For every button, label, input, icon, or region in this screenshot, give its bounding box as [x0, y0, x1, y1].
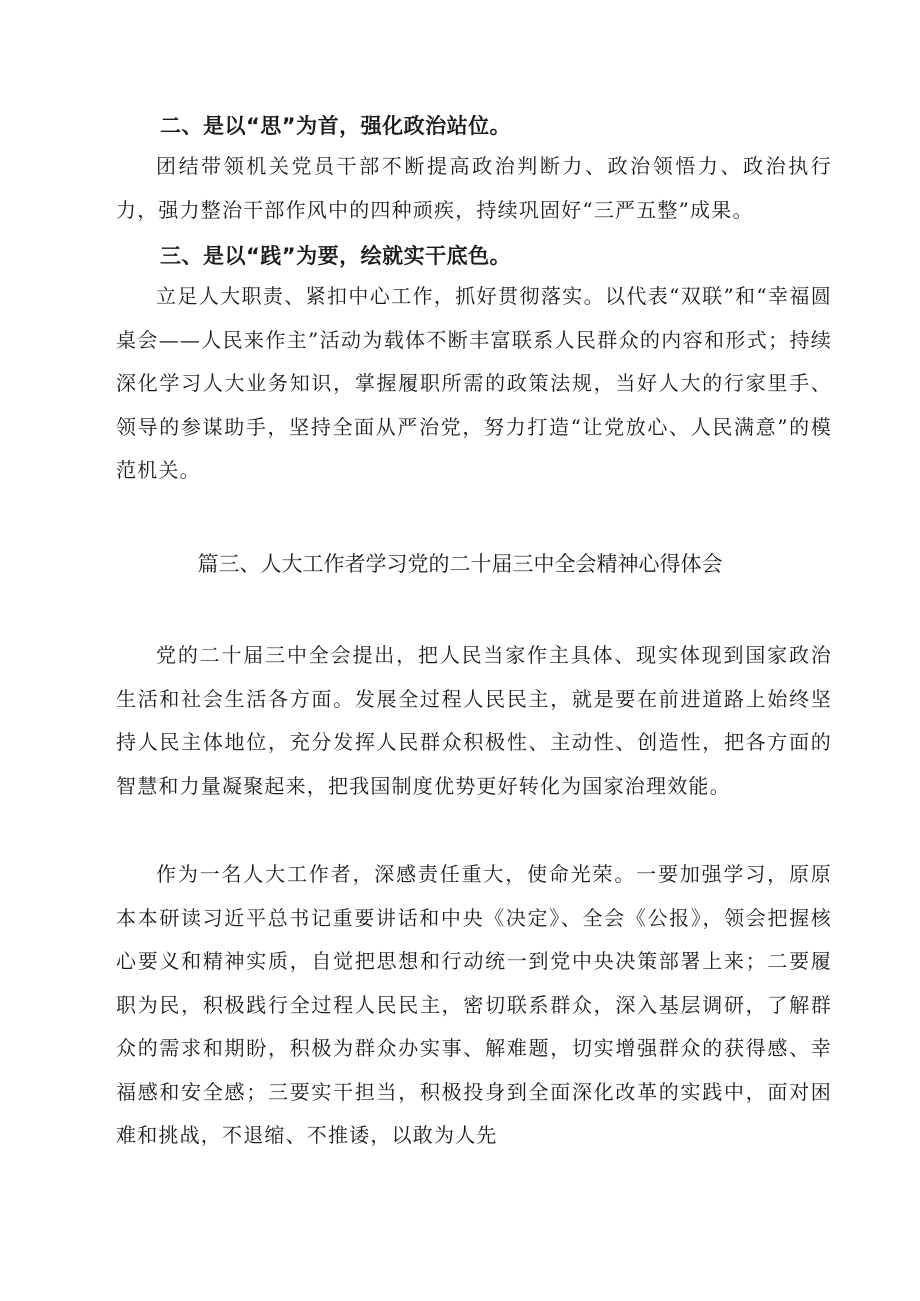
heading-section-3: 三、是以“践”为要，绘就实干底色。: [160, 244, 512, 268]
paragraph-section-2: 团结带领机关党员干部不断提高政治判断力、政治领悟力、政治执行力，强力整治干部作风中的四种顽疾，持续巩固好“三严五整”成果。: [116, 154, 832, 222]
section-title: 篇三、人大工作者学习党的二十届三中全会精神心得体会: [197, 552, 723, 576]
paragraph-intro: 党的二十届三中全会提出，把人民当家作主具体、现实体现到国家政治生活和社会生活各方面。发展全过程人民民主，就是要在前进道路上始终坚持人民主体地位，充分发挥人民群众积极性、主动性、创造性，把各方面的智慧和力量凝聚起来，把我国制度优势更好转化为国家治理效能。: [116, 643, 832, 798]
heading-section-2: 二、是以“思”为首，强化政治站位。: [160, 114, 512, 138]
paragraph-section-3: 立足人大职责、紧扣中心工作，抓好贯彻落实。以代表“双联”和“幸福圆桌会——人民来作主”活动为载体不断丰富联系人民群众的内容和形式；持续深化学习人大业务知识，掌握履职所需的政策法规，当好人大的行家里手、领导的参谋助手，坚持全面从严治党，努力打造“让党放心、人民满意”的模范机关。: [116, 284, 832, 482]
paragraph-reflection: 作为一名人大工作者，深感责任重大，使命光荣。一要加强学习，原原本本研读习近平总书记重要讲话和中央《决定》、全会《公报》，领会把握核心要义和精神实质，自觉把思想和行动统一到党中央决策部署上来；二要履职为民，积极践行全过程人民民主，密切联系群众，深入基层调研，了解群众的需求和期盼，积极为群众办实事、解难题，切实增强群众的获得感、幸福感和安全感；三要实干担当，积极投身到全面深化改革的实践中，面对困难和挑战，不退缩、不推诿，以敢为人先: [116, 862, 832, 1147]
